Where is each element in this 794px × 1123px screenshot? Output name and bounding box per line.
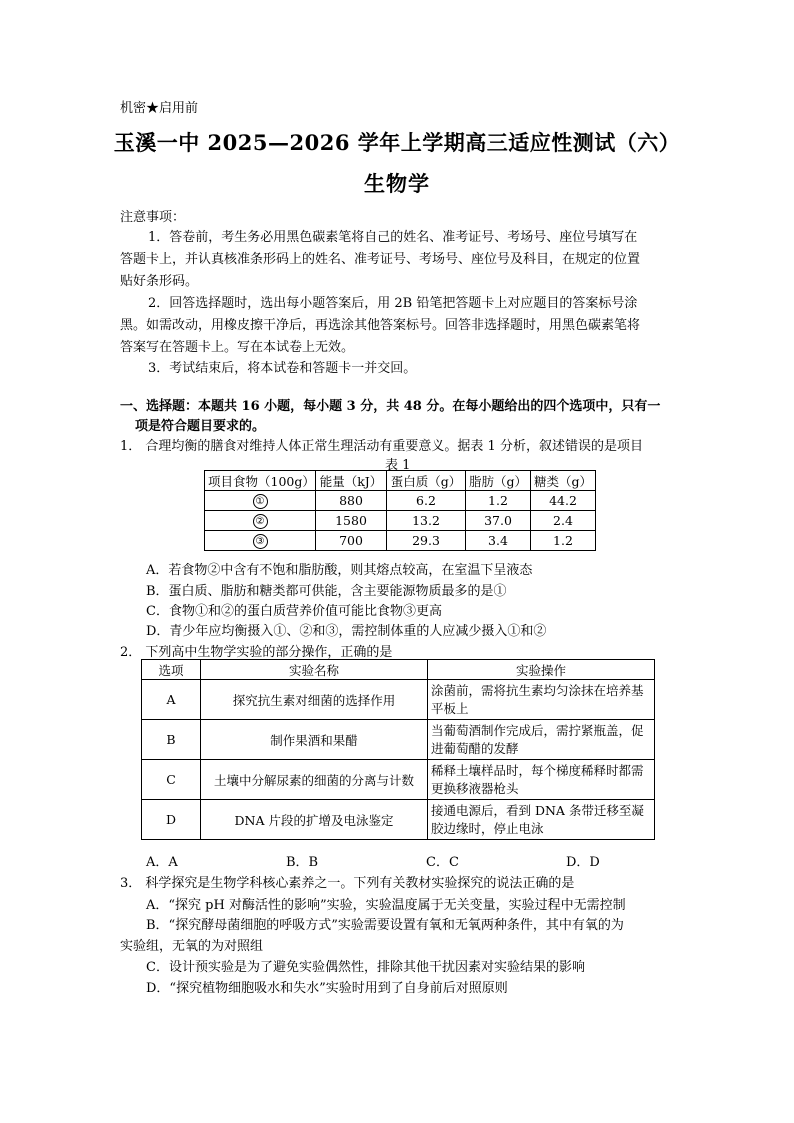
table-cell: 1580 xyxy=(316,511,387,531)
notice-heading: 注意事项： xyxy=(120,210,186,225)
table-header: 蛋白质（g） xyxy=(387,471,466,491)
table-cell: 3.4 xyxy=(466,531,531,551)
question-1-stem: 1． 合理均衡的膳食对维持人体正常生理活动有重要意义。据表 1 分析，叙述错误的是项目 xyxy=(120,439,643,454)
table-cell: A xyxy=(142,680,201,720)
table-cell: 探究抗生素对细菌的选择作用 xyxy=(201,680,428,720)
notice-line: 答案写在答题卡上。写在本试卷上无效。 xyxy=(120,340,355,355)
table-row xyxy=(142,760,655,800)
table-row xyxy=(205,511,596,531)
table-row xyxy=(142,800,655,840)
confidential-label: 机密★启用前 xyxy=(120,101,199,116)
table-cell xyxy=(205,531,316,551)
question-2-stem: 2． 下列高中生物学实验的部分操作，正确的是 xyxy=(120,645,393,660)
q1-option-a: A．若食物②中含有不饱和脂肪酸，则其熔点较高，在室温下呈液态 xyxy=(146,563,533,578)
q3-option-c: C．设计预实验是为了避免实验偶然性，排除其他干扰因素对实验结果的影响 xyxy=(146,960,585,975)
table-cell: B xyxy=(142,720,201,760)
table-cell: 13.2 xyxy=(387,511,466,531)
notice-line: 3．考试结束后，将本试卷和答题卡一并交回。 xyxy=(148,361,417,376)
table-row xyxy=(142,680,655,720)
table-cell: 土壤中分解尿素的细菌的分离与计数 xyxy=(201,760,428,800)
table-cell xyxy=(205,491,316,511)
table-header-row xyxy=(142,660,655,680)
table-header: 项目食物（100g） xyxy=(205,471,316,491)
table-cell: 1.2 xyxy=(531,531,596,551)
table-cell: 880 xyxy=(316,491,387,511)
table-cell: 当葡萄酒制作完成后，需拧紧瓶盖，促进葡萄醋的发酵 xyxy=(428,720,655,760)
table-header-row xyxy=(205,471,596,491)
notice-line: 黑。如需改动，用橡皮擦干净后，再选涂其他答案标号。回答非选择题时，用黑色碳素笔将 xyxy=(120,318,641,333)
table-header: 能量（kJ） xyxy=(316,471,387,491)
table-cell xyxy=(205,511,316,531)
q2-option-b: B．B xyxy=(286,855,319,870)
q2-option-c: C．C xyxy=(426,855,459,870)
food-number: ② xyxy=(253,514,268,529)
q3-option-d: D．“探究植物细胞吸水和失水”实验时用到了自身前后对照原则 xyxy=(146,981,508,996)
q3-option-b-cont: 实验组，无氧的为对照组 xyxy=(120,939,264,954)
subject-title: 生物学 xyxy=(364,171,430,196)
q3-option-a: A．“探究 pH 对酶活性的影响”实验，实验温度属于无关变量，实验过程中无需控制 xyxy=(146,898,626,913)
table-header: 实验操作 xyxy=(428,660,655,680)
table-cell: 44.2 xyxy=(531,491,596,511)
table-cell: 2.4 xyxy=(531,511,596,531)
table-header: 选项 xyxy=(142,660,201,680)
table-header: 实验名称 xyxy=(201,660,428,680)
exam-title: 玉溪一中 2025—2026 学年上学期高三适应性测试（六） xyxy=(113,130,681,155)
table-cell: D xyxy=(142,800,201,840)
table-cell: 涂菌前，需将抗生素均匀涂抹在培养基平板上 xyxy=(428,680,655,720)
table-cell: 29.3 xyxy=(387,531,466,551)
table-cell: 700 xyxy=(316,531,387,551)
table-header: 糖类（g） xyxy=(531,471,596,491)
q1-option-c: C．食物①和②的蛋白质营养价值可能比食物③更高 xyxy=(146,604,442,619)
q1-option-d: D．青少年应均衡摄入①、②和③，需控制体重的人应减少摄入①和② xyxy=(146,624,547,639)
table-row xyxy=(205,491,596,511)
food-number: ① xyxy=(253,494,268,509)
q2-option-d: D．D xyxy=(566,855,600,870)
table-cell: 6.2 xyxy=(387,491,466,511)
experiment-table xyxy=(141,659,655,840)
table-cell: 1.2 xyxy=(466,491,531,511)
notice-line: 1．答卷前，考生务必用黑色碳素笔将自己的姓名、准考证号、考场号、座位号填写在 xyxy=(148,230,638,245)
table-cell: 制作果酒和果醋 xyxy=(201,720,428,760)
table-row xyxy=(142,720,655,760)
q3-option-b: B．“探究酵母菌细胞的呼吸方式”实验需要设置有氧和无氧两种条件，其中有氧的为 xyxy=(146,918,624,933)
section-heading: 项是符合题目要求的。 xyxy=(135,419,266,434)
notice-line: 贴好条形码。 xyxy=(120,274,199,289)
food-number: ③ xyxy=(253,534,268,549)
nutrition-table xyxy=(204,470,596,551)
table-cell: 接通电源后，看到 DNA 条带迁移至凝胶边缘时，停止电泳 xyxy=(428,800,655,840)
notice-line: 2．回答选择题时，选出每小题答案后，用 2B 铅笔把答题卡上对应题目的答案标号涂 xyxy=(148,296,638,311)
section-heading: 一、选择题：本题共 16 小题，每小题 3 分，共 48 分。在每小题给出的四个选项中，只有一 xyxy=(120,399,661,414)
table-header: 脂肪（g） xyxy=(466,471,531,491)
q1-option-b: B．蛋白质、脂肪和糖类都可供能，含主要能源物质最多的是① xyxy=(146,584,507,599)
table-cell: DNA 片段的扩增及电泳鉴定 xyxy=(201,800,428,840)
question-3-stem: 3． 科学探究是生物学科核心素养之一。下列有关教材实验探究的说法正确的是 xyxy=(120,876,575,891)
table-cell: C xyxy=(142,760,201,800)
table-cell: 稀释土壤样品时，每个梯度稀释时都需更换移液器枪头 xyxy=(428,760,655,800)
q2-option-a: A．A xyxy=(146,855,178,870)
table-1-caption: 表 1 xyxy=(385,458,411,473)
table-row xyxy=(205,531,596,551)
notice-line: 答题卡上，并认真核准条形码上的姓名、准考证号、考场号、座位号及科目，在规定的位置 xyxy=(120,252,641,267)
table-cell: 37.0 xyxy=(466,511,531,531)
